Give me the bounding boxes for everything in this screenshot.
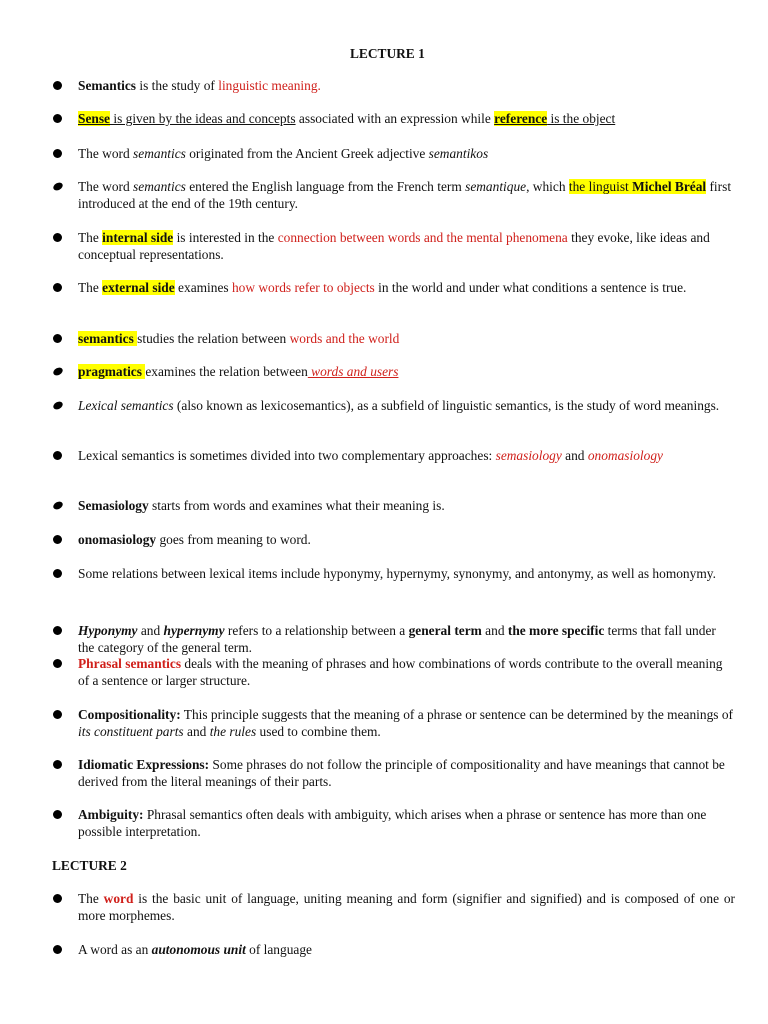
bullet-dot: [52, 500, 64, 511]
text-run: onomasiology: [78, 532, 157, 547]
text-run: words and the world: [289, 331, 400, 346]
bullet-text: [78, 531, 735, 548]
text-run: Some relations between lexical items include hyponymy, hypernymy, synonymy, and antonymy, as well as homonymy.: [78, 566, 716, 581]
text-run: Lexical semantics: [78, 398, 174, 413]
text-run: the more specific: [507, 623, 605, 638]
bullet-dot: [53, 760, 62, 769]
text-run: they evoke, like ideas and conceptual representations.: [78, 230, 710, 262]
bullet-dot: [53, 626, 62, 635]
bullet-dot: [53, 114, 62, 123]
text-run: Semasiology: [78, 498, 149, 513]
text-run: goes from meaning to word.: [156, 532, 311, 547]
text-run: The word: [78, 179, 134, 194]
bullet-text: [78, 178, 735, 212]
text-run: Some phrases do not follow the principle of compositionality and have meanings that cannot be derived from the literal meanings of their parts.: [78, 757, 725, 789]
text-run: the rules: [209, 724, 257, 739]
text-run: originated from the Ancient Greek adjective: [185, 146, 429, 161]
bullet-text: [78, 890, 735, 924]
text-run: hypernymy: [163, 623, 225, 638]
bullet-dot: [53, 283, 62, 292]
bullet-dot: [53, 894, 62, 903]
text-run: A word as an: [78, 942, 152, 957]
text-run: word: [103, 891, 134, 906]
text-run: semantics: [78, 331, 138, 346]
text-run: of language: [245, 942, 312, 957]
bullet-text: [78, 497, 735, 514]
text-run: used to combine them.: [256, 724, 381, 739]
bullet-dot: [53, 81, 62, 90]
bullet-dot: [53, 149, 62, 158]
text-run: external side: [102, 280, 175, 295]
text-run: Semantics: [78, 78, 137, 93]
lecture-1-heading: LECTURE 1: [350, 46, 425, 61]
bullet-dot: [53, 334, 62, 343]
text-run: refers to a relationship between a: [224, 623, 409, 638]
text-run: internal side: [102, 230, 174, 245]
text-run: Idiomatic Expressions:: [78, 757, 210, 772]
text-run: linguistic meaning.: [218, 78, 321, 93]
text-run: is the basic unit of language, uniting meaning and form (signifier and signified) and is composed of one or more morphemes.: [78, 891, 735, 923]
text-run: (also known as lexicosemantics), as a subfield of linguistic semantics, is the study of word meanings.: [173, 398, 720, 413]
bullet-text: [78, 145, 735, 162]
text-run: its constituent parts: [78, 724, 184, 739]
text-run: examines: [174, 280, 232, 295]
text-run: The word: [78, 146, 134, 161]
bullet-text: [78, 363, 735, 380]
text-run: is given by the ideas and concepts: [110, 111, 296, 126]
bullet-text: [78, 806, 735, 840]
bullet-text: [78, 77, 735, 94]
text-run: Phrasal semantics often deals with ambiguity, which arises when a phrase or sentence has more than one possible interpretation.: [78, 807, 707, 839]
bullet-dot: [52, 400, 64, 411]
text-run: semantics: [133, 179, 186, 194]
text-run: semantics: [133, 146, 186, 161]
text-run: first introduced at the end of the 19th century.: [78, 179, 732, 211]
bullet-text: [78, 941, 735, 958]
text-run: reference: [494, 111, 548, 126]
text-run: is the object: [547, 111, 616, 126]
text-run: and: [183, 724, 210, 739]
text-run: how words refer to objects: [231, 280, 375, 295]
text-run: pragmatics: [78, 364, 146, 379]
bullet-text: [78, 279, 735, 296]
text-run: Sense: [78, 111, 110, 126]
bullet-dot: [53, 233, 62, 242]
text-run: in the world and under what conditions a sentence is true.: [374, 280, 687, 295]
text-run: studies the relation between: [137, 331, 290, 346]
text-run: autonomous unit: [151, 942, 246, 957]
bullet-text: [78, 397, 735, 414]
text-run: semasiology: [495, 448, 562, 463]
bullet-dot: [53, 659, 62, 668]
bullet-dot: [53, 710, 62, 719]
text-run: semantikos: [428, 146, 489, 161]
text-run: entered the English language from the French term: [185, 179, 466, 194]
text-run: is the study of: [136, 78, 219, 93]
lecture-2-heading: LECTURE 2: [52, 858, 127, 873]
text-run: general term: [408, 623, 482, 638]
bullet-dot: [53, 535, 62, 544]
bullet-dot: [53, 569, 62, 578]
text-run: and: [137, 623, 164, 638]
bullet-text: [78, 655, 735, 689]
bullet-text: [78, 565, 735, 582]
bullet-text: [78, 622, 735, 656]
bullet-dot: [53, 945, 62, 954]
text-run: Lexical semantics is sometimes divided into two complementary approaches:: [78, 448, 496, 463]
text-run: and: [481, 623, 508, 638]
text-run: associated with an expression while: [295, 111, 495, 126]
text-run: and: [561, 448, 588, 463]
text-run: The: [78, 280, 103, 295]
bullet-text: [78, 229, 735, 263]
text-run: connection between words and the mental phenomena: [277, 230, 568, 245]
text-run: is interested in the: [173, 230, 278, 245]
text-run: starts from words and examines what their meaning is.: [148, 498, 445, 513]
bullet-text: [78, 756, 735, 790]
bullet-dot: [53, 451, 62, 460]
bullet-dot: [53, 810, 62, 819]
bullet-text: [78, 330, 735, 347]
text-run: Ambiguity:: [78, 807, 144, 822]
bullet-text: [78, 110, 735, 127]
text-run: semantique: [465, 179, 527, 194]
text-run: This principle suggests that the meaning of a phrase or sentence can be determined by the meanings of: [180, 707, 733, 722]
text-run: Hyponymy: [78, 623, 138, 638]
bullet-dot: [52, 181, 64, 192]
text-run: the linguist: [568, 179, 633, 194]
text-run: terms that fall under the category of the general term.: [78, 623, 716, 655]
text-run: Michel Bréal: [632, 179, 707, 194]
text-run: The: [78, 891, 104, 906]
text-run: Compositionality:: [78, 707, 181, 722]
bullet-text: [78, 447, 735, 464]
text-run: The: [78, 230, 103, 245]
text-run: onomasiology: [587, 448, 663, 463]
text-run: words and users: [307, 364, 399, 379]
bullet-text: [78, 706, 735, 740]
text-run: examines the relation between: [145, 364, 308, 379]
bullet-dot: [52, 366, 64, 377]
text-run: Phrasal semantics: [78, 656, 182, 671]
text-run: , which: [526, 179, 569, 194]
text-run: deals with the meaning of phrases and how combinations of words contribute to the overall meaning of a sentence or larger structure.: [78, 656, 723, 688]
